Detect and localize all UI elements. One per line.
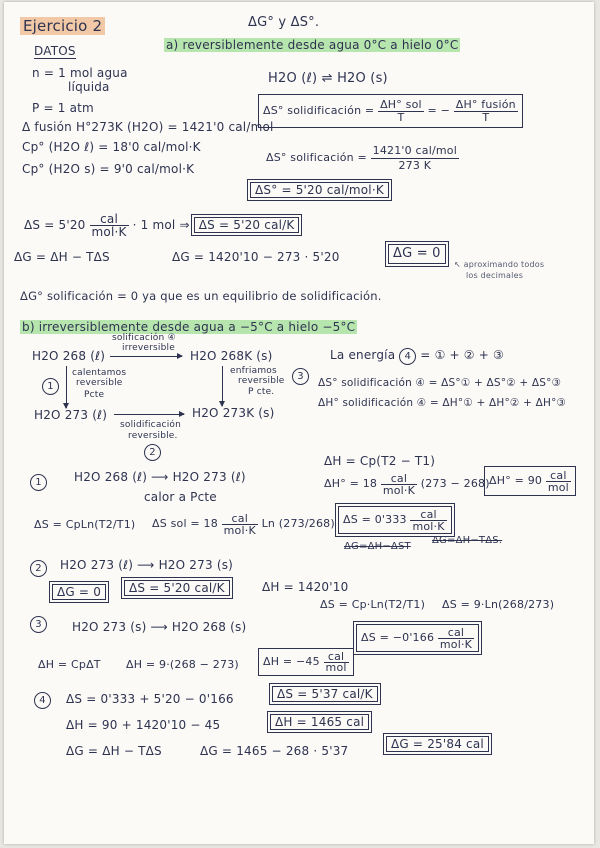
ds-total-box: ΔS = 5'20 cal/K [194,217,300,233]
step3-ds-box-pre: ΔS = −0'166 [361,631,435,644]
ds-formula-frac2 [454,99,518,124]
step1-note: calor a Pcte [144,490,217,504]
step3-dh-box [258,648,354,676]
notebook-page [4,2,594,844]
cool-note-1: enfriamos [230,366,277,376]
rounding-note-2: los decimales [466,271,524,280]
dg-conclusion: ΔG° solificación = 0 ya que es un equilibrio de solidificación. [20,289,382,303]
cycle-bottom-step [144,444,161,461]
part-b-heading-text: b) irreversiblemente desde agua a −5°C a hielo −5°C [22,320,356,334]
part-a-heading [164,38,460,52]
step1-dh-calc-post: (273 − 268) [420,477,490,490]
step2-marker [30,560,47,577]
step1-dh-box [484,466,576,496]
step1-dh-box-frac [546,470,571,493]
step3-dh-formula: ΔH = CpΔT [38,658,101,671]
step4-dg-box: ΔG = 25'84 cal [386,736,489,752]
step4-ds-calc: ΔS = 0'333 + 5'20 − 0'166 [66,692,234,706]
ds-formula-label: ΔS° solidificación = [263,104,375,117]
step1-dh-calc-pre: ΔH° = 18 [324,477,378,490]
step3-reaction: H2O 273 (s) ⟶ H2O 268 (s) [72,620,247,634]
cycle-top-arrow-label-2: irreversible [122,343,175,353]
part-b-heading [20,320,357,334]
energy-circle: 4 [399,348,416,365]
cycle-bottom-circle: 2 [144,444,161,461]
step3-dh-calc: ΔH = 9·(268 − 273) [126,658,239,671]
cool-note-2: reversible [238,376,285,386]
crossed-out-1: ΔG=ΔH−ΔST [344,541,411,552]
step1-dh-formula: ΔH = Cp(T2 − T1) [324,454,436,468]
ds-calc-frac [371,144,459,173]
step4-circle: 4 [34,692,51,709]
step1-ds-calc-pre: ΔS sol = 18 [152,517,218,530]
ds-total-frac [90,213,129,238]
step1-dh-box-pre: ΔH° = 90 [489,474,543,487]
cycle-bottom-right: H2O 273K (s) [192,406,275,420]
step3-dh-box-pre: ΔH = −45 [263,655,320,668]
frac2-den: T [482,110,490,124]
step3-ds-box-num: cal [438,627,474,639]
step3-ds-box-den: mol·K [439,637,473,651]
datum-n: n = 1 mol agua [32,66,128,80]
frac1-den: T [397,110,405,124]
energy-line [330,348,504,365]
datum-cp-solid: Cp° (H2O s) = 9'0 cal/mol·K [22,162,195,176]
step4-dh-calc: ΔH = 90 + 1420'10 − 45 [66,718,221,732]
step3-ds-box-frac [438,627,474,650]
step1-dh-calc-den: mol·K [382,483,416,497]
cycle-right-arrow [222,366,223,406]
step1-ds-box-num: cal [410,509,446,521]
step2-circle: 2 [30,560,47,577]
crossed-out-2: ΔG=ΔH−TΔS. [432,535,503,546]
step1-ds-calc [152,510,335,538]
cycle-top-arrow [110,356,182,357]
step3-dh-box-den: mol [325,660,347,674]
heat-note-3: Pcte [84,390,105,400]
datum-n-state: líquida [68,80,110,94]
step1-dh-calc [324,470,490,498]
ds-formula-box [258,94,523,128]
ds-total-pre: ΔS = 5'20 [24,218,86,232]
step3-ds-box [356,624,479,652]
ds-total-num: cal [90,213,129,226]
header-symbols: ΔG° y ΔS°. [248,15,320,30]
heat-note-1: calentamos [72,368,127,378]
ds-total-post: · 1 mol ⇒ [132,218,190,232]
cycle-right-step [292,368,309,385]
exercise-title [20,17,105,35]
ds-calc-label: ΔS° solificación = [266,151,367,164]
ds-calc [266,142,459,174]
part-a-heading-text: a) reversiblemente desde agua 0°C a hielo 0°C [166,38,459,52]
reaction-equilibrium: H2O (ℓ) ⇌ H2O (s) [268,71,388,86]
ds-total-line [24,210,299,240]
datum-p: P = 1 atm [32,101,94,115]
title-text: Ejercicio 2 [20,17,105,35]
step1-marker [30,474,47,491]
frac1-num: ΔH° sol [380,97,422,111]
ds-calc-num: 1421'0 cal/mol [372,143,457,157]
step2-dh: ΔH = 1420'10 [262,580,349,594]
cool-note-3: P cte. [248,387,275,397]
step1-dh-calc-frac [381,473,417,496]
step2-reaction: H2O 273 (ℓ) ⟶ H2O 273 (s) [60,558,234,572]
dg-calc: ΔG = 1420'10 − 273 · 5'20 [172,250,340,264]
step1-ds-calc-den: mol·K [223,523,256,537]
step1-ds-calc-frac [222,513,258,536]
step2-ds-box: ΔS = 5'20 cal/K [124,580,230,596]
ds-formula-frac1 [378,99,424,124]
step1-ds-box-frac [410,509,446,532]
step4-ds-box: ΔS = 5'37 cal/K [272,686,378,702]
step1-reaction: H2O 268 (ℓ) ⟶ H2O 273 (ℓ) [74,470,246,484]
step1-ds-calc-num: cal [222,513,258,525]
step1-ds-box-pre: ΔS = 0'333 [343,513,407,526]
bottom-arrow-label-2: reversible. [128,431,178,441]
energy-sum: = ① + ② + ③ [420,348,505,362]
cycle-left-circle: 1 [42,378,59,395]
heat-note-2: reversible [76,378,123,388]
rounding-note-1: ↖ aproximando todos [454,260,545,269]
step2-dg-box: ΔG = 0 [52,584,106,600]
ds-formula-eq: = − [427,104,451,117]
cycle-top-left: H2O 268 (ℓ) [32,349,106,363]
cycle-top-arrow-label-1: solificación ④ [112,333,176,343]
step3-marker [30,616,47,633]
step3-ds-calc: ΔS = 9·Ln(268/273) [442,598,555,611]
step4-marker [34,692,51,709]
ds-total-den: mol·K [91,225,127,239]
datum-cp-liquid: Cp° (H2O ℓ) = 18'0 cal/mol·K [22,140,201,154]
dg-zero-box: ΔG = 0 [388,244,446,264]
frac2-num: ΔH° fusión [455,97,516,111]
ds-calc-den: 273 K [398,158,432,172]
step1-circle: 1 [30,474,47,491]
bottom-arrow-label-1: solidificación [120,420,182,430]
cycle-left-arrow [66,366,67,408]
step4-dh-box: ΔH = 1465 cal [270,714,369,730]
cycle-right-circle: 3 [292,368,309,385]
datum-dh-fusion: Δ fusión H°273K (H2O) = 1421'0 cal/mol [22,120,274,134]
cycle-bottom-left: H2O 273 (ℓ) [34,408,108,422]
step4-dg-calc: ΔG = 1465 − 268 · 5'37 [200,744,349,758]
step1-ds-box-den: mol·K [412,519,445,533]
ds-sum: ΔS° solidificación ④ = ΔS°① + ΔS°② + ΔS°③ [318,377,562,389]
energy-label: La energía [330,348,396,362]
dg-definition: ΔG = ΔH − TΔS [14,250,110,264]
cycle-bottom-arrow [114,414,184,415]
step3-circle: 3 [30,616,47,633]
dh-sum: ΔH° solidificación ④ = ΔH°① + ΔH°② + ΔH°③ [318,397,567,409]
step1-dh-calc-num: cal [381,473,417,485]
step3-dh-box-frac [324,649,349,674]
cycle-left-step [42,378,59,395]
ds-result-box: ΔS° = 5'20 cal/mol·K [250,182,389,198]
step1-ds-box [338,506,452,534]
step1-ds-calc-post: Ln (273/268) [261,517,335,530]
step1-dh-box-num: cal [546,470,571,482]
step3-dh-box-num: cal [324,652,349,663]
datos-label: DATOS [34,44,76,58]
step1-dh-box-den: mol [547,480,569,494]
step4-dg-def: ΔG = ΔH − TΔS [66,744,162,758]
cycle-top-right: H2O 268K (s) [190,349,273,363]
step3-ds-formula: ΔS = Cp·Ln(T2/T1) [320,598,426,611]
step1-ds-formula: ΔS = CpLn(T2/T1) [34,518,136,531]
